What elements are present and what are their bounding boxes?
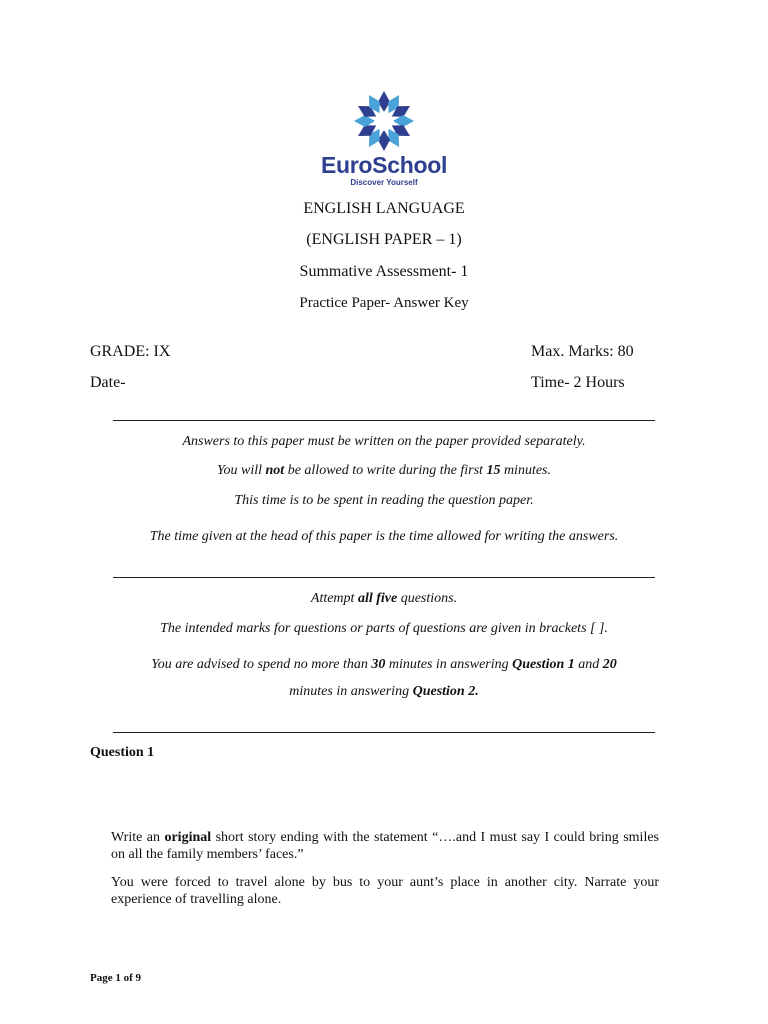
logo-tagline: Discover Yourself xyxy=(350,178,418,187)
time-label: Time- 2 Hours xyxy=(531,374,625,391)
max-marks-label: Max. Marks: 80 xyxy=(531,343,634,360)
subject-title: ENGLISH LANGUAGE xyxy=(303,200,465,217)
logo-petal xyxy=(378,130,390,151)
instruction-line: Attempt all five questions. xyxy=(310,591,458,606)
paper-type: Practice Paper- Answer Key xyxy=(299,295,469,311)
instruction-line: The time given at the head of this paper is the time allowed for writing the answers. xyxy=(149,529,619,544)
page-number: Page 1 of 9 xyxy=(90,972,142,984)
question-context: You were forced to travel alone by bus to your aunt’s place in another city. Narrate your experience of travelling alone. xyxy=(111,875,659,907)
question-prompt: Write an original short story ending with the statement “….and I must say I could bring smiles on all the family members’ faces.” xyxy=(111,830,659,862)
star-flower-icon xyxy=(350,90,418,152)
date-label: Date- xyxy=(90,374,126,391)
divider xyxy=(113,420,655,421)
grade-label: GRADE: IX xyxy=(90,343,171,360)
paper-title: (ENGLISH PAPER – 1) xyxy=(306,231,462,248)
school-logo xyxy=(0,90,768,188)
instruction-line: You will not be allowed to write during the first 15 minutes. xyxy=(217,463,551,478)
instruction-line: The intended marks for questions or parts of questions are given in brackets [ ]. xyxy=(160,621,608,636)
instruction-line: Answers to this paper must be written on the paper provided separately. xyxy=(182,434,586,449)
divider xyxy=(113,732,655,733)
instruction-line: minutes in answering Question 2. xyxy=(289,684,479,699)
divider xyxy=(113,577,655,578)
logo-petal xyxy=(378,91,390,112)
logo-petal xyxy=(393,115,414,127)
question-title: Question 1 xyxy=(90,745,155,760)
logo-name: EuroSchool xyxy=(320,152,448,178)
logo-petal xyxy=(354,115,375,127)
instruction-line: You are advised to spend no more than 30 minutes in answering Question 1 and 20 xyxy=(151,657,617,672)
assessment-title: Summative Assessment- 1 xyxy=(299,263,469,280)
instruction-line: This time is to be spent in reading the question paper. xyxy=(234,493,534,508)
